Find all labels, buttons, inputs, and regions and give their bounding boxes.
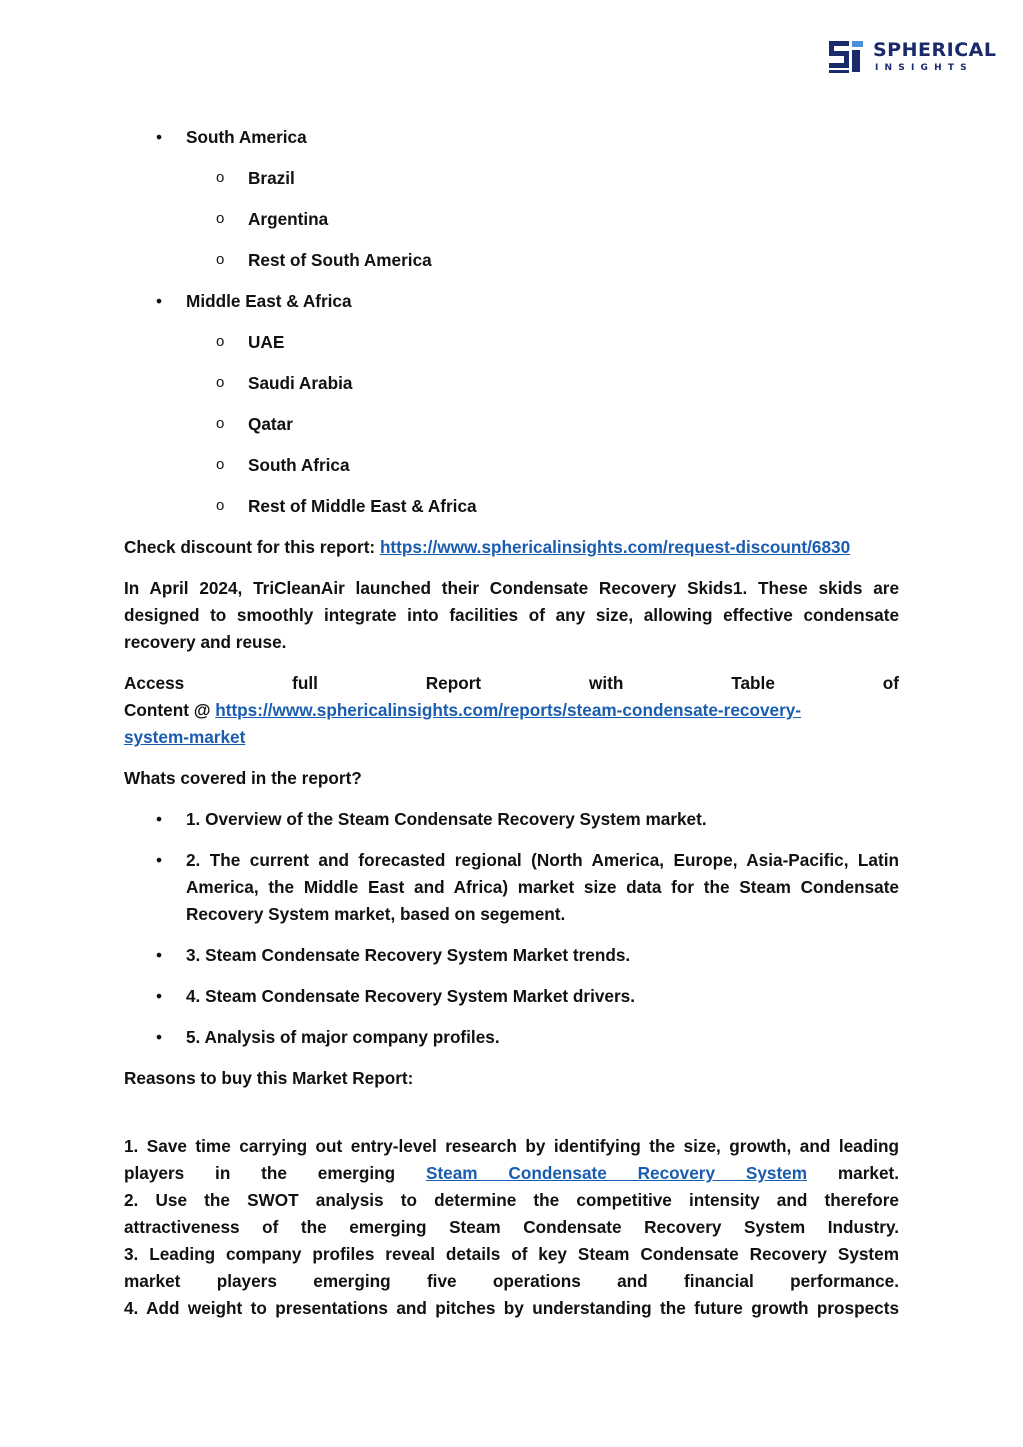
country-item [124,452,899,479]
circle-bullet-icon: o [216,251,225,268]
bullet-icon: • [156,850,163,870]
news-paragraph: In April 2024, TriCleanAir launched their Condensate Recovery Skids1. These skids are designed to smoothly integrate into facilities of any size, allowing effective condensate recovery and reuse. [124,578,899,652]
reasons-line: 1. Save time carrying out entry-level research by identifying the size, growth, and leading [124,1136,899,1156]
country-label: Brazil [248,168,295,188]
country-item [124,370,899,397]
access-word: full [292,673,318,693]
country-item [124,206,899,233]
document-content [124,124,899,1336]
covered-item [124,847,899,928]
discount-paragraph [124,534,899,561]
access-word: Table [731,673,775,693]
covered-heading: Whats covered in the report? [124,768,362,788]
reasons-line: 4. Add weight to presentations and pitches by understanding the future growth prospects [124,1298,899,1318]
bullet-icon: • [156,809,163,829]
country-item [124,165,899,192]
bullet-icon: • [156,127,163,147]
country-item [124,329,899,356]
report-link-part[interactable]: https://www.sphericalinsights.com/reports/steam-condensate-recovery- [215,700,802,720]
country-label: Qatar [248,414,293,434]
spherical-insights-logo [829,39,997,77]
reasons-text: players in the emerging [124,1163,426,1183]
access-word: Report [425,673,482,693]
reasons-line: market players emerging five operations and financial performance. [124,1271,899,1291]
region-label: Middle East & Africa [186,291,352,311]
reasons-line: attractiveness of the emerging Steam Condensate Recovery System Industry. [124,1217,899,1237]
covered-item [124,1024,899,1051]
circle-bullet-icon: o [216,210,225,227]
country-label: South Africa [248,455,350,475]
logo-subtitle: INSIGHTS [875,63,973,73]
access-line [124,670,899,697]
reasons-text: market. [807,1163,900,1183]
covered-item-text: 2. The current and forecasted regional (North America, Europe, Asia-Pacific, Latin America, the Middle East and Africa) market size data for the Steam Condensate Recovery System market, based on segement. [186,850,899,924]
circle-bullet-icon: o [216,415,225,432]
circle-bullet-icon: o [216,497,225,514]
covered-item [124,942,899,969]
access-word: Access [124,673,185,693]
region-item-middle-east-africa [124,288,899,315]
access-word: of [882,673,899,693]
access-prefix: Content @ [124,700,216,720]
circle-bullet-icon: o [216,169,225,186]
blank-line [124,1106,899,1133]
country-label: Argentina [248,209,329,229]
circle-bullet-icon: o [216,374,225,391]
logo-wordmark: SPHERICAL [873,39,997,61]
discount-link[interactable]: https://www.sphericalinsights.com/request-discount/6830 [379,537,851,557]
bullet-icon: • [156,986,163,1006]
region-label: South America [186,127,307,147]
covered-item [124,983,899,1010]
reasons-heading: Reasons to buy this Market Report: [124,1068,414,1088]
reasons-line: 2. Use the SWOT analysis to determine the competitive intensity and therefore [124,1190,899,1210]
market-link[interactable]: Steam Condensate Recovery System [425,1163,808,1183]
circle-bullet-icon: o [216,333,225,350]
country-label: UAE [248,332,285,352]
covered-item [124,806,899,833]
reasons-line: 3. Leading company profiles reveal details of key Steam Condensate Recovery System [124,1244,899,1264]
bullet-icon: • [156,945,163,965]
reasons-paragraph [124,1133,899,1322]
country-label: Saudi Arabia [248,373,353,393]
bullet-icon: • [156,1027,163,1047]
report-link[interactable] [124,700,801,747]
covered-item-text: 3. Steam Condensate Recovery System Market trends. [186,945,631,965]
logo-mark-icon [829,39,865,75]
report-link-part[interactable]: system-market [124,727,246,747]
country-item [124,493,899,520]
region-item-south-america [124,124,899,151]
country-label: Rest of South America [248,250,432,270]
circle-bullet-icon: o [216,456,225,473]
covered-item-text: 1. Overview of the Steam Condensate Recovery System market. [186,809,707,829]
country-item [124,411,899,438]
covered-item-text: 5. Analysis of major company profiles. [186,1027,500,1047]
access-word: with [589,673,624,693]
reasons-line [124,1160,899,1187]
access-paragraph [124,670,899,751]
country-label: Rest of Middle East & Africa [248,496,477,516]
discount-label: Check discount for this report: [124,537,380,557]
covered-item-text: 4. Steam Condensate Recovery System Market drivers. [186,986,635,1006]
bullet-icon: • [156,291,163,311]
access-link-line [124,697,899,751]
country-item [124,247,899,274]
